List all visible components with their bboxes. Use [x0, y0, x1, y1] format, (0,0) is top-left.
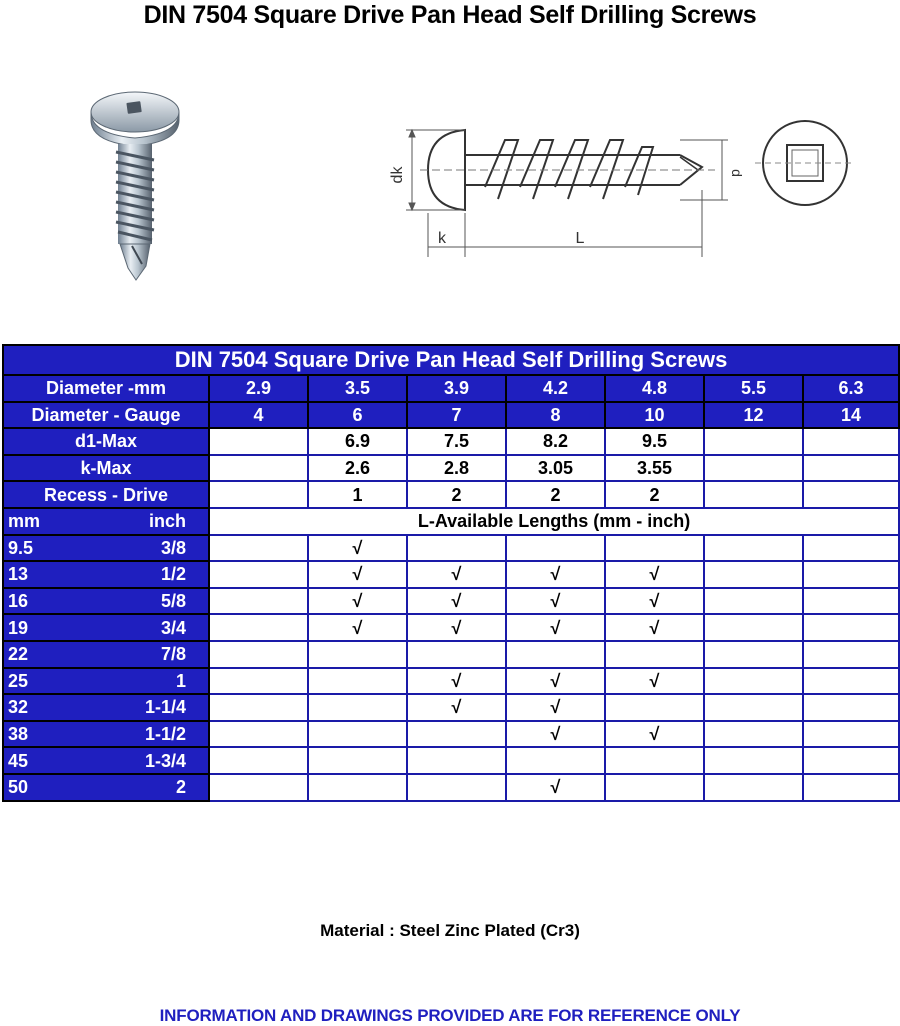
diameter-mm-cell: 3.9: [407, 375, 506, 402]
availability-cell: √: [308, 535, 407, 562]
length-label: [3, 535, 209, 562]
k-max-cell: 3.55: [605, 455, 704, 482]
availability-cell: [209, 747, 308, 774]
availability-cell: [704, 668, 803, 695]
diameter-mm-cell: 4.8: [605, 375, 704, 402]
availability-cell: √: [308, 561, 407, 588]
availability-cell: [704, 774, 803, 801]
k-max-cell: 2.6: [308, 455, 407, 482]
material-note: Material : Steel Zinc Plated (Cr3): [320, 921, 580, 940]
diameter-gauge-cell: 7: [407, 402, 506, 429]
availability-cell: [803, 694, 899, 721]
length-label: [3, 774, 209, 801]
recess-drive-cell: 1: [308, 481, 407, 508]
availability-cell: [704, 694, 803, 721]
availability-cell: [704, 614, 803, 641]
dim-d-label: d: [729, 169, 745, 177]
availability-cell: [605, 747, 704, 774]
availability-cell: √: [605, 561, 704, 588]
diameter-gauge-cell: 4: [209, 402, 308, 429]
availability-cell: [407, 721, 506, 748]
availability-cell: [506, 641, 605, 668]
availability-cell: [209, 614, 308, 641]
recess-drive-cell: [803, 481, 899, 508]
table-title-row: [3, 345, 899, 375]
length-label: [3, 641, 209, 668]
length-mm: 9.5: [8, 537, 34, 558]
length-mm: 32: [8, 697, 29, 718]
length-label: [3, 668, 209, 695]
length-mm: 19: [8, 617, 29, 638]
recess-drive-cell: 2: [407, 481, 506, 508]
availability-cell: [209, 694, 308, 721]
availability-cell: [407, 535, 506, 562]
screw-photo: [80, 90, 190, 285]
d1-max-cell: 9.5: [605, 428, 704, 455]
availability-cell: √: [407, 588, 506, 615]
table-title: DIN 7504 Square Drive Pan Head Self Drilling Screws: [3, 345, 899, 375]
dim-dk-label: dk: [389, 166, 406, 184]
k-max-row: [3, 455, 899, 482]
availability-cell: [704, 588, 803, 615]
availability-cell: [209, 588, 308, 615]
availability-cell: [704, 747, 803, 774]
diameter-mm-cell: 2.9: [209, 375, 308, 402]
diameter-gauge-cell: 6: [308, 402, 407, 429]
diameter-mm-label: Diameter -mm: [3, 375, 209, 402]
table-row: [3, 774, 899, 801]
availability-cell: [605, 774, 704, 801]
recess-drive-cell: [704, 481, 803, 508]
availability-cell: √: [506, 694, 605, 721]
availability-cell: √: [605, 668, 704, 695]
table-row: [3, 668, 899, 695]
availability-cell: [803, 614, 899, 641]
availability-cell: [209, 721, 308, 748]
availability-cell: [704, 721, 803, 748]
table-row: [3, 535, 899, 562]
availability-cell: [803, 535, 899, 562]
table-row: [3, 614, 899, 641]
length-mm: 25: [8, 670, 29, 691]
availability-cell: [308, 774, 407, 801]
spec-table: [2, 344, 900, 802]
availability-cell: [308, 694, 407, 721]
availability-cell: [803, 774, 899, 801]
d1-max-label: d1-Max: [3, 428, 209, 455]
length-units-row: [3, 508, 899, 535]
recess-drive-cell: 2: [605, 481, 704, 508]
diameter-mm-cell: 6.3: [803, 375, 899, 402]
d1-max-cell: 7.5: [407, 428, 506, 455]
d1-max-cell: [704, 428, 803, 455]
dim-L-label: L: [575, 230, 585, 247]
recess-drive-label: Recess - Drive: [3, 481, 209, 508]
availability-cell: [209, 535, 308, 562]
availability-cell: √: [506, 668, 605, 695]
availability-cell: [407, 747, 506, 774]
table-row: [3, 721, 899, 748]
availability-cell: [506, 535, 605, 562]
availability-cell: [605, 694, 704, 721]
length-label: [3, 588, 209, 615]
diameter-gauge-row: [3, 402, 899, 429]
availability-cell: [407, 641, 506, 668]
recess-drive-row: [3, 481, 899, 508]
availability-cell: [704, 641, 803, 668]
length-inch: 1-3/4: [144, 750, 186, 771]
availability-cell: [209, 668, 308, 695]
availability-cell: [209, 774, 308, 801]
length-inch: 5/8: [160, 591, 186, 612]
availability-cell: √: [506, 721, 605, 748]
length-label: [3, 561, 209, 588]
availability-cell: [803, 668, 899, 695]
diameter-mm-cell: 5.5: [704, 375, 803, 402]
availability-cell: [308, 668, 407, 695]
disclaimer-note: INFORMATION AND DRAWINGS PROVIDED ARE FOR REFERENCE ONLY: [159, 1006, 741, 1025]
table-row: [3, 641, 899, 668]
availability-cell: [407, 774, 506, 801]
recess-drive-cell: [209, 481, 308, 508]
length-mm: 13: [8, 564, 29, 585]
length-mm: 50: [8, 777, 29, 798]
length-label: [3, 747, 209, 774]
length-label: [3, 721, 209, 748]
availability-cell: [704, 535, 803, 562]
k-max-label: k-Max: [3, 455, 209, 482]
d1-max-cell: 6.9: [308, 428, 407, 455]
d1-max-cell: [209, 428, 308, 455]
availability-cell: [506, 747, 605, 774]
availability-cell: √: [506, 614, 605, 641]
k-max-cell: [803, 455, 899, 482]
units-header: [3, 508, 209, 535]
availability-cell: √: [407, 561, 506, 588]
length-inch: 7/8: [160, 644, 186, 665]
diameter-mm-cell: 4.2: [506, 375, 605, 402]
d1-max-cell: 8.2: [506, 428, 605, 455]
length-mm: 45: [8, 750, 29, 771]
availability-cell: √: [407, 668, 506, 695]
availability-cell: √: [605, 614, 704, 641]
availability-cell: √: [407, 614, 506, 641]
availability-cell: [209, 561, 308, 588]
diameter-gauge-label: Diameter - Gauge: [3, 402, 209, 429]
k-max-cell: [209, 455, 308, 482]
length-inch: 1-1/2: [144, 724, 186, 745]
screw-technical-drawing: [380, 95, 870, 270]
availability-cell: √: [605, 721, 704, 748]
k-max-cell: 2.8: [407, 455, 506, 482]
table-row: [3, 588, 899, 615]
availability-cell: [803, 747, 899, 774]
availability-cell: [308, 721, 407, 748]
table-row: [3, 694, 899, 721]
table-row: [3, 561, 899, 588]
availability-cell: [308, 747, 407, 774]
available-lengths-header: L-Available Lengths (mm - inch): [209, 508, 899, 535]
recess-drive-cell: 2: [506, 481, 605, 508]
availability-cell: √: [308, 614, 407, 641]
d1-max-row: [3, 428, 899, 455]
length-label: [3, 614, 209, 641]
k-max-cell: [704, 455, 803, 482]
availability-cell: √: [506, 588, 605, 615]
length-inch: 1-1/4: [144, 697, 186, 718]
diameter-mm-row: [3, 375, 899, 402]
availability-cell: [803, 588, 899, 615]
diameter-gauge-cell: 10: [605, 402, 704, 429]
availability-cell: √: [506, 774, 605, 801]
availability-cell: [803, 561, 899, 588]
table-row: [3, 747, 899, 774]
length-inch: 2: [175, 777, 186, 798]
unit-inch-label: inch: [148, 511, 186, 532]
d1-max-cell: [803, 428, 899, 455]
availability-cell: [803, 641, 899, 668]
availability-cell: √: [308, 588, 407, 615]
length-inch: 1/2: [160, 564, 186, 585]
length-inch: 3/8: [160, 537, 186, 558]
availability-cell: [605, 641, 704, 668]
availability-cell: [803, 721, 899, 748]
diameter-gauge-cell: 14: [803, 402, 899, 429]
availability-cell: √: [506, 561, 605, 588]
k-max-cell: 3.05: [506, 455, 605, 482]
availability-cell: √: [407, 694, 506, 721]
length-mm: 16: [8, 591, 29, 612]
length-inch: 3/4: [160, 617, 186, 638]
availability-cell: [704, 561, 803, 588]
diameter-gauge-cell: 8: [506, 402, 605, 429]
diameter-gauge-cell: 12: [704, 402, 803, 429]
availability-cell: [308, 641, 407, 668]
length-mm: 22: [8, 644, 29, 665]
length-label: [3, 694, 209, 721]
page-title: DIN 7504 Square Drive Pan Head Self Drilling Screws: [143, 1, 757, 29]
length-inch: 1: [175, 670, 186, 691]
dim-k-label: k: [438, 230, 446, 247]
diameter-mm-cell: 3.5: [308, 375, 407, 402]
unit-mm-label: mm: [8, 511, 41, 532]
availability-cell: √: [605, 588, 704, 615]
availability-cell: [605, 535, 704, 562]
length-mm: 38: [8, 724, 29, 745]
availability-cell: [209, 641, 308, 668]
